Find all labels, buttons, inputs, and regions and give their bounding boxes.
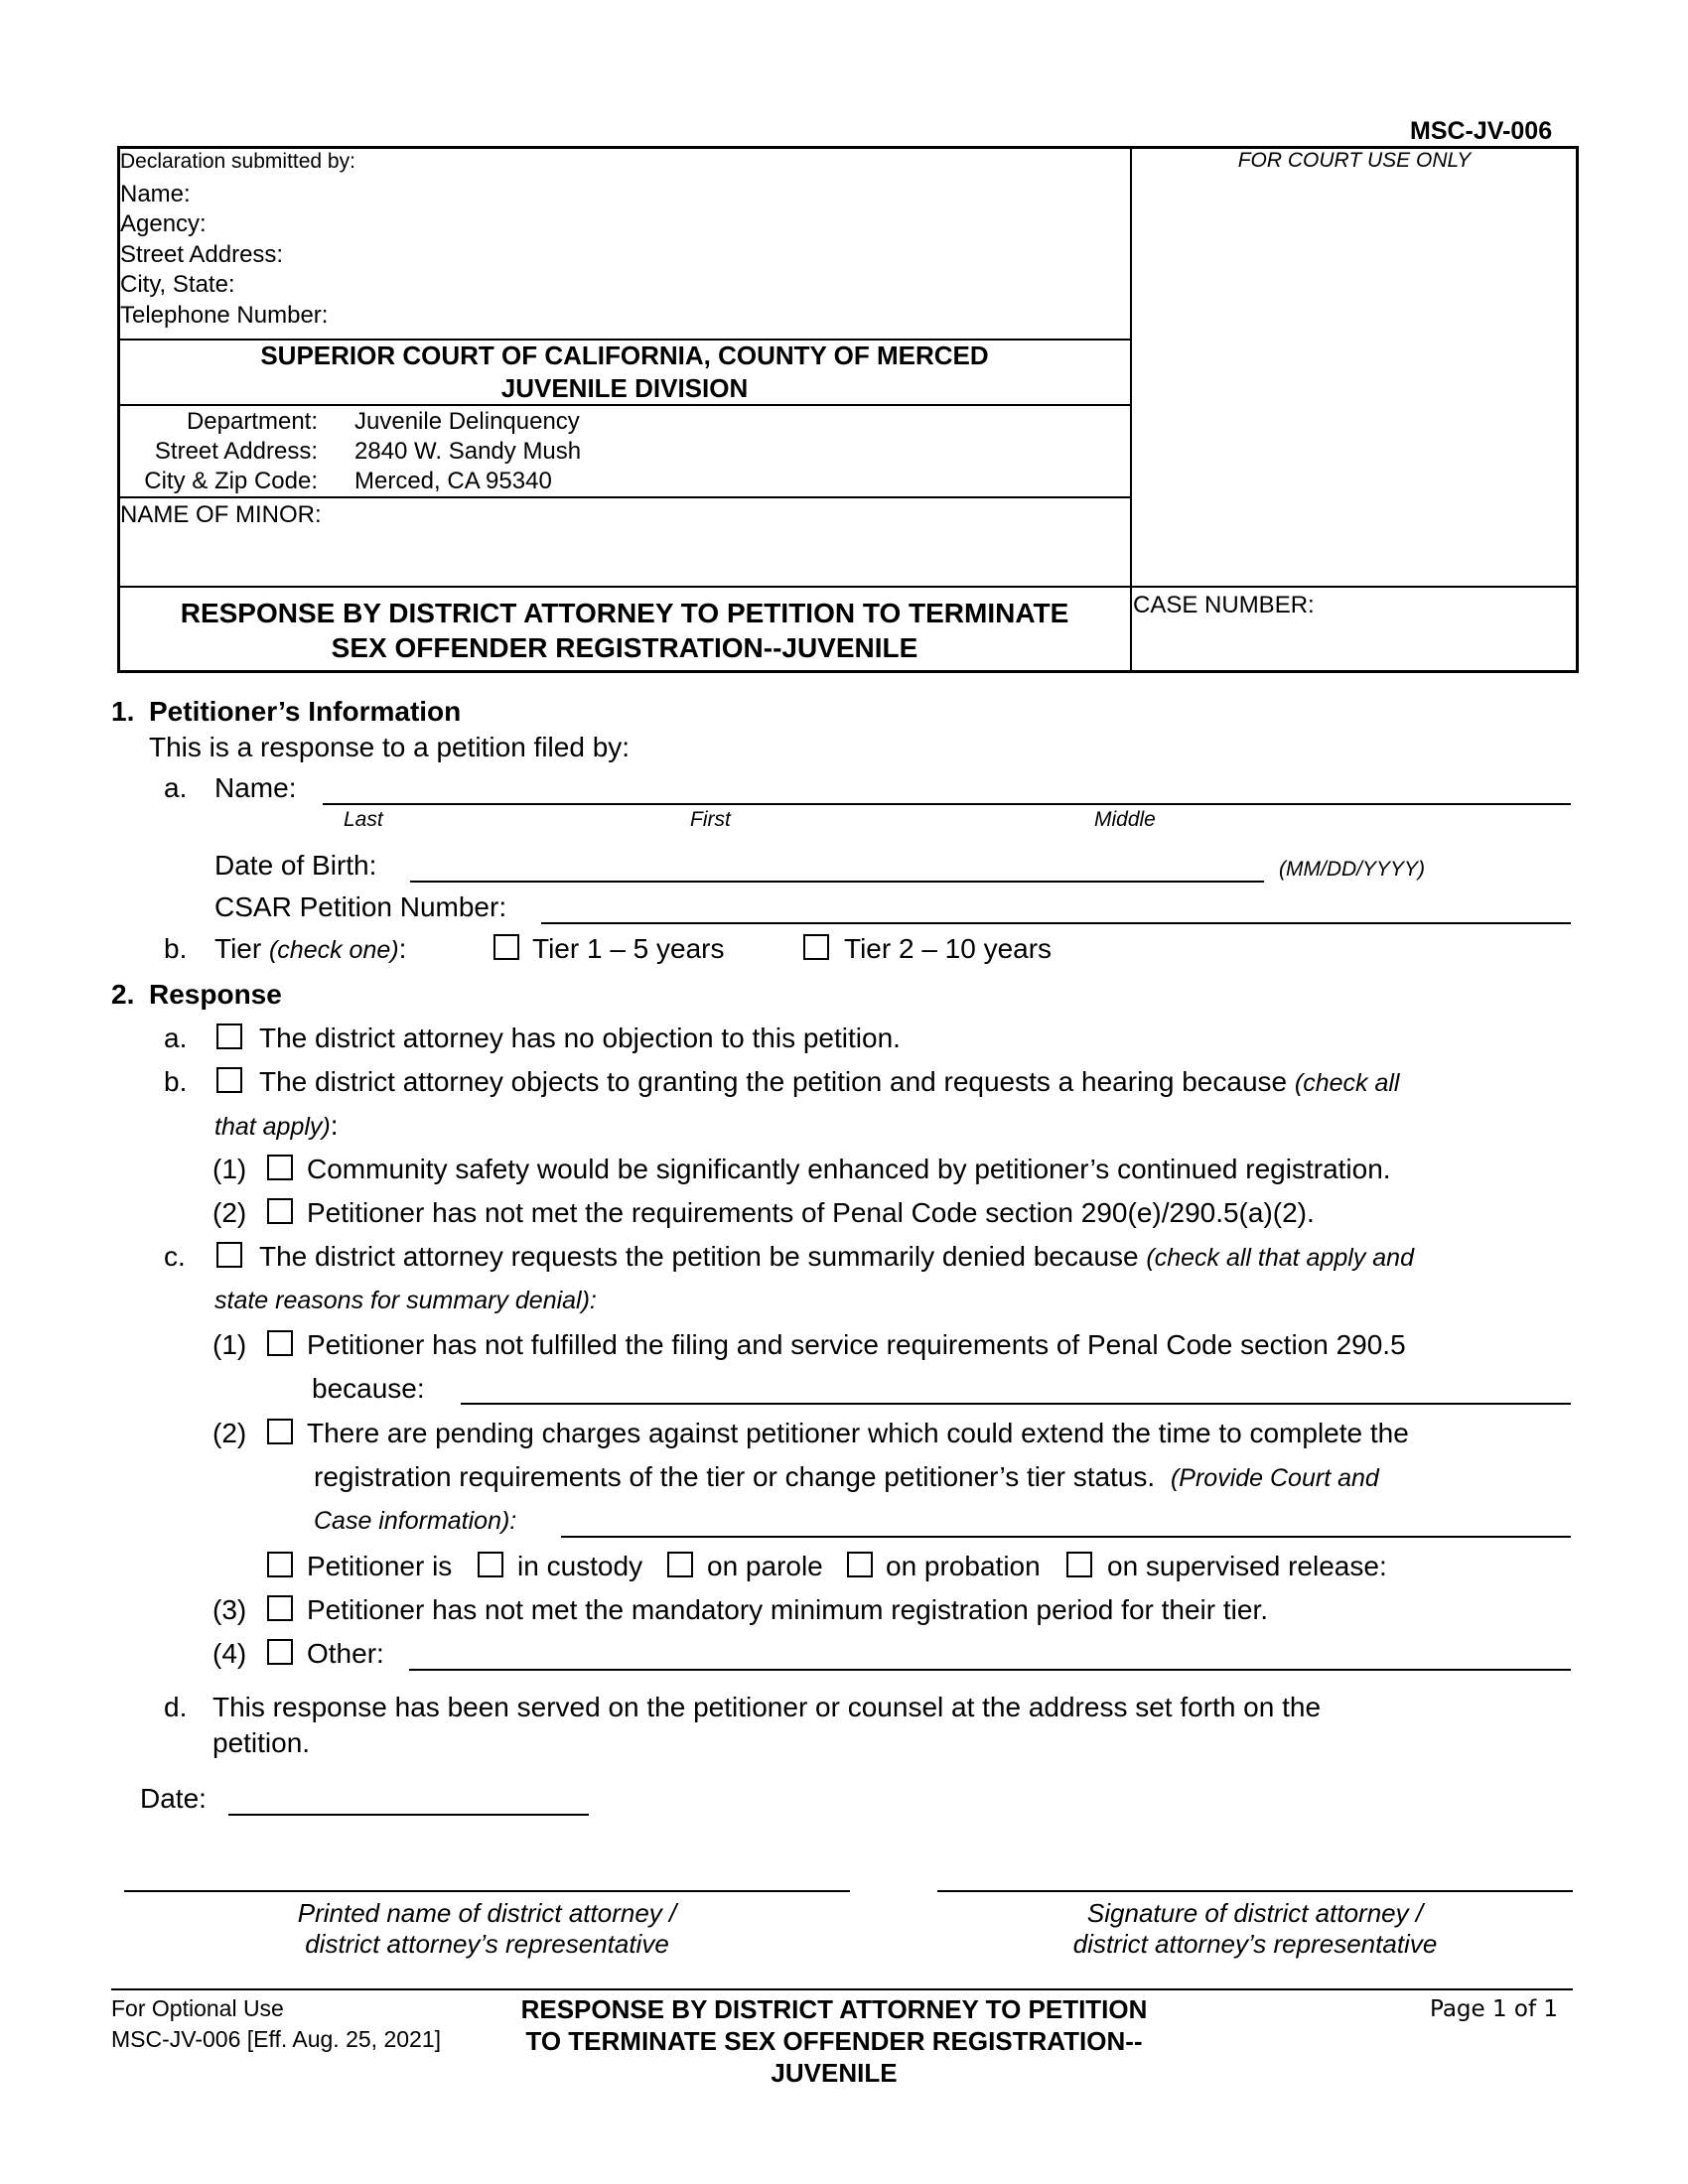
signature-caption xyxy=(937,1898,1573,1960)
other-line[interactable] xyxy=(409,1669,1571,1671)
declarant-agency-field[interactable]: Agency: xyxy=(120,210,207,237)
on-probation-label: on probation xyxy=(886,1551,1041,1581)
summary-denial-text xyxy=(259,1241,1414,1273)
printed-name-caption-line2: district attorney’s representative xyxy=(305,1929,669,1959)
footer-form-revision: MSC-JV-006 [Eff. Aug. 25, 2021] xyxy=(111,2026,441,2052)
other-label: Other: xyxy=(307,1638,384,1669)
form-id: MSC-JV-006 xyxy=(1410,117,1553,145)
name-first-caption: First xyxy=(690,808,731,831)
court-name: SUPERIOR COURT OF CALIFORNIA, COUNTY OF MERCED xyxy=(260,341,989,370)
footer-title-line2: TO TERMINATE SEX OFFENDER REGISTRATION-- xyxy=(525,2026,1143,2056)
pending-charges-text-line1: There are pending charges against petitioner which could extend the time to complete the xyxy=(307,1418,1409,1448)
tier-check-one-hint: (check one) xyxy=(268,936,399,964)
date-line[interactable] xyxy=(228,1814,589,1816)
footer-rule xyxy=(111,1988,1573,1990)
objects-hint-part2: that apply) xyxy=(214,1113,331,1141)
petitioner-status-checkbox[interactable] xyxy=(267,1552,293,1577)
section2-heading: Response xyxy=(149,979,282,1010)
item-2c-letter: c. xyxy=(164,1241,186,1272)
signature-line[interactable] xyxy=(937,1890,1573,1892)
footer-title-line3: JUVENILE xyxy=(771,2058,898,2088)
street-address-value: 2840 W. Sandy Mush xyxy=(354,438,582,465)
department-value: Juvenile Delinquency xyxy=(354,408,580,435)
filing-service-checkbox[interactable] xyxy=(267,1330,293,1356)
on-parole-label: on parole xyxy=(707,1551,823,1581)
objects-text xyxy=(259,1066,1399,1098)
street-address-label: Street Address: xyxy=(154,438,318,465)
other-checkbox[interactable] xyxy=(267,1639,293,1665)
requirements-not-met-checkbox[interactable] xyxy=(267,1198,293,1224)
tier-label xyxy=(214,933,406,965)
summary-denial-checkbox[interactable] xyxy=(216,1242,242,1268)
item-2c1-number: (1) xyxy=(212,1329,247,1360)
petitioner-name-line[interactable] xyxy=(323,803,1571,805)
name-middle-caption: Middle xyxy=(1094,808,1156,831)
footer-title xyxy=(477,1993,1192,2089)
objects-hint-part1: (check all xyxy=(1294,1069,1400,1097)
service-statement-line2: petition. xyxy=(212,1727,311,1758)
printed-name-caption-line1: Printed name of district attorney / xyxy=(297,1898,677,1928)
court-case-info-hint-part2: Case information): xyxy=(314,1507,517,1535)
name-of-minor-field[interactable]: NAME OF MINOR: xyxy=(120,501,322,528)
date-label: Date: xyxy=(140,1783,207,1814)
declaration-label: Declaration submitted by: xyxy=(120,150,355,173)
item-1b-letter: b. xyxy=(164,933,188,964)
objects-hint-line2 xyxy=(214,1110,339,1142)
summary-denial-hint-part2: state reasons for summary denial): xyxy=(214,1287,597,1314)
department-label: Department: xyxy=(186,408,318,435)
footer-title-line1: RESPONSE BY DISTRICT ATTORNEY TO PETITION xyxy=(520,1994,1148,2024)
supervised-release-label: on supervised release: xyxy=(1107,1551,1387,1581)
printed-name-caption xyxy=(124,1898,850,1960)
city-zip-value: Merced, CA 95340 xyxy=(354,468,552,494)
name-last-caption: Last xyxy=(344,808,383,831)
requirements-not-met-text: Petitioner has not met the requirements of Penal Code section 290(e)/290.5(a)(2). xyxy=(307,1197,1315,1228)
filing-service-because-line[interactable] xyxy=(461,1403,1571,1405)
objects-checkbox[interactable] xyxy=(216,1067,242,1093)
document-title-line1: RESPONSE BY DISTRICT ATTORNEY TO PETITION TO TERMINATE xyxy=(180,598,1069,628)
item-2b2-number: (2) xyxy=(212,1197,247,1228)
minimum-period-text: Petitioner has not met the mandatory minimum registration period for their tier. xyxy=(307,1594,1268,1625)
filing-service-because-label: because: xyxy=(312,1373,425,1404)
header-divider-3 xyxy=(117,496,1132,498)
section1-intro: This is a response to a petition filed by: xyxy=(149,732,631,762)
item-2d-letter: d. xyxy=(164,1692,188,1722)
service-statement-line1: This response has been served on the petitioner or counsel at the address set forth on the xyxy=(212,1692,1322,1722)
item-2c2-number: (2) xyxy=(212,1418,247,1448)
section1-heading: Petitioner’s Information xyxy=(149,696,462,727)
csar-petition-number-label: CSAR Petition Number: xyxy=(214,891,507,922)
document-title-line2: SEX OFFENDER REGISTRATION--JUVENILE xyxy=(331,632,918,663)
printed-name-line[interactable] xyxy=(124,1890,850,1892)
on-probation-checkbox[interactable] xyxy=(847,1552,873,1577)
in-custody-label: in custody xyxy=(517,1551,643,1581)
court-address-values xyxy=(354,407,581,496)
case-number-field[interactable]: CASE NUMBER: xyxy=(1133,592,1315,618)
tier1-checkbox[interactable] xyxy=(493,934,519,960)
court-address-labels xyxy=(119,407,318,496)
section2-number: 2. xyxy=(111,979,135,1010)
dob-format-hint: (MM/DD/YYYY) xyxy=(1279,858,1425,881)
petitioner-status-label: Petitioner is xyxy=(307,1551,453,1581)
court-case-info-hint-part1: (Provide Court and xyxy=(1170,1464,1379,1492)
community-safety-checkbox[interactable] xyxy=(267,1155,293,1180)
pending-charges-text-line2-main: registration requirements of the tier or change petitioner’s tier status. xyxy=(314,1461,1156,1492)
dob-label: Date of Birth: xyxy=(214,850,377,881)
court-use-only-label: FOR COURT USE ONLY xyxy=(1237,149,1472,172)
item-2b-letter: b. xyxy=(164,1066,188,1097)
tier-label-text: Tier xyxy=(214,933,262,964)
summary-denial-hint-part1: (check all that apply and xyxy=(1146,1244,1414,1272)
footer-left xyxy=(111,1993,441,2055)
tier-label-colon: : xyxy=(398,933,407,964)
item-2b1-number: (1) xyxy=(212,1154,247,1184)
supervised-release-checkbox[interactable] xyxy=(1066,1552,1092,1577)
dob-line[interactable] xyxy=(410,881,1264,883)
court-title xyxy=(119,340,1130,405)
header-divider-4 xyxy=(117,586,1579,588)
objects-hint-colon: : xyxy=(330,1110,339,1141)
page-number: Page 1 of 1 xyxy=(1430,1996,1559,2022)
header-divider-vertical xyxy=(1130,146,1132,673)
item-2a-letter: a. xyxy=(164,1023,188,1053)
court-case-info-line[interactable] xyxy=(561,1536,1571,1538)
signature-caption-line1: Signature of district attorney / xyxy=(1086,1898,1424,1928)
community-safety-text: Community safety would be significantly enhanced by petitioner’s continued registration. xyxy=(307,1154,1391,1184)
tier2-checkbox[interactable] xyxy=(803,934,829,960)
declarant-street-field[interactable]: Street Address: xyxy=(120,241,284,268)
tier2-label: Tier 2 – 10 years xyxy=(844,933,1053,964)
petitioner-name-label: Name: xyxy=(214,772,297,803)
objects-text-main: The district attorney objects to granting the petition and requests a hearing because xyxy=(259,1066,1288,1097)
summary-denial-text-main: The district attorney requests the petition be summarily denied because xyxy=(259,1241,1139,1272)
on-parole-checkbox[interactable] xyxy=(667,1552,693,1577)
in-custody-checkbox[interactable] xyxy=(478,1552,503,1577)
no-objection-checkbox[interactable] xyxy=(216,1024,242,1049)
pending-charges-text-line2 xyxy=(314,1461,1379,1493)
item-2c3-number: (3) xyxy=(212,1594,247,1625)
document-title xyxy=(119,596,1130,665)
minimum-period-checkbox[interactable] xyxy=(267,1595,293,1621)
declarant-name-field[interactable]: Name: xyxy=(120,181,191,207)
signature-caption-line2: district attorney’s representative xyxy=(1072,1929,1438,1959)
item-2c4-number: (4) xyxy=(212,1638,247,1669)
city-zip-label: City & Zip Code: xyxy=(144,468,318,494)
header-box xyxy=(117,146,1579,673)
footer-optional-use: For Optional Use xyxy=(111,1995,284,2021)
section1-number: 1. xyxy=(111,696,135,727)
csar-petition-number-line[interactable] xyxy=(541,922,1571,924)
declarant-phone-field[interactable]: Telephone Number: xyxy=(120,302,329,329)
no-objection-text: The district attorney has no objection to this petition. xyxy=(259,1023,901,1053)
pending-charges-checkbox[interactable] xyxy=(267,1419,293,1444)
item-1a-letter: a. xyxy=(164,772,188,803)
filing-service-text: Petitioner has not fulfilled the filing and service requirements of Penal Code section 290.5 xyxy=(307,1329,1406,1360)
court-division: JUVENILE DIVISION xyxy=(500,373,749,403)
tier1-label: Tier 1 – 5 years xyxy=(532,933,725,964)
declarant-city-field[interactable]: City, State: xyxy=(120,271,235,298)
